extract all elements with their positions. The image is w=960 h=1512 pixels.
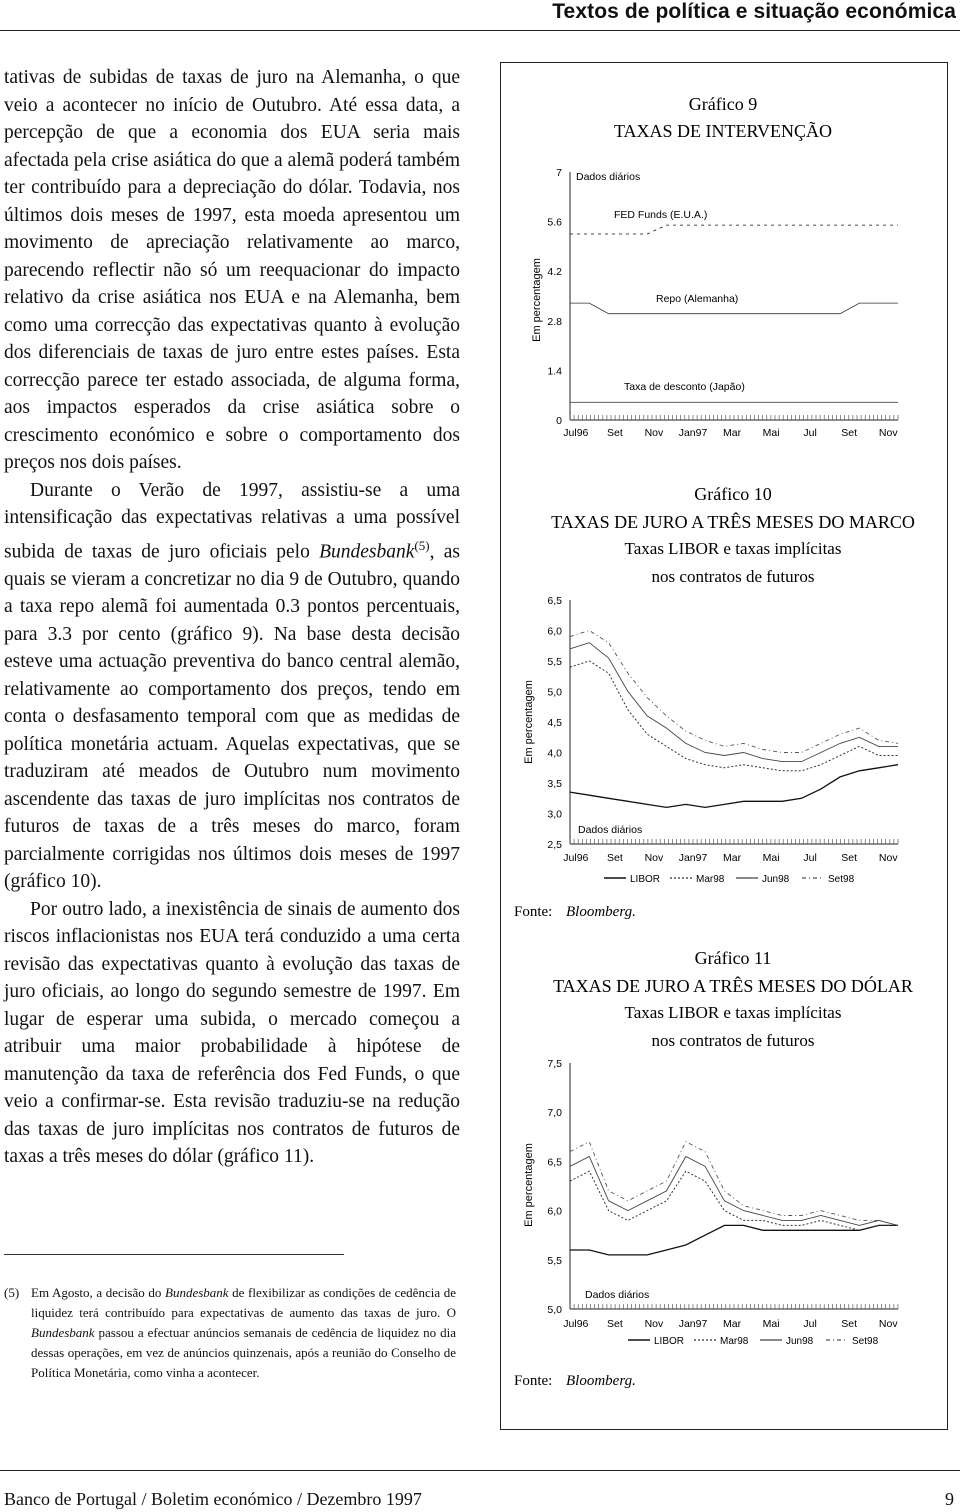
header-title: Textos de política e situação económica [552,0,956,23]
chart-label: Gráfico 10 [694,484,772,504]
source-name: Bloomberg. [566,904,636,920]
y-tick-label: 4,0 [547,747,562,760]
y-tick-label: 6,0 [547,1205,562,1218]
y-tick-label: 5,0 [547,1304,562,1316]
y-tick-label: 4.2 [547,266,562,279]
y-tick-label: 3,5 [547,778,562,790]
x-tick-label: Mar [723,852,742,864]
series-line-libor [570,1225,898,1255]
x-tick-label: Jul [803,852,817,864]
legend-label: Mar98 [696,874,725,885]
legend-label: LIBOR [630,874,661,885]
legend-label: FED Funds (E.U.A.) [614,209,708,221]
x-tick-label: Nov [878,852,898,864]
y-axis-label: Em percentagem [531,258,543,342]
chart-title: TAXAS DE JURO A TRÊS MESES DO DÓLAR [553,976,913,996]
footer-rule [0,1470,960,1471]
y-tick-label: 5,5 [547,656,562,668]
y-tick-label: 6,0 [547,625,562,638]
x-tick-label: Nov [878,1318,898,1330]
chart-title: TAXAS DE JURO A TRÊS MESES DO MARCO [551,512,915,532]
paragraph-2-start: Durante o Verão de 1997, assistiu-se a uma intensificação das expectativas relativas a uma possível subida de taxas de juro oficiais pelo [4,479,460,562]
y-tick-label: 5,5 [547,1254,562,1267]
footnote-text-part: Em Agosto, a decisão do [31,1285,165,1300]
bundesbank-term: Bundesbank [319,541,415,562]
x-tick-label: Set [841,427,858,439]
x-tick-label: Mar [723,427,742,439]
paragraph-3: Por outro lado, a inexistência de sinais de aumento dos riscos inflacionistas nos EUA terá conduzido a uma certa revisão das expectativas quanto à evolução das taxas de juro oficiais, ao longo do segundo semestre de 1997. Em lugar de esperar uma subida, o mercado começou a atribuir uma maior probabilidade à hipótese de manutenção da taxa de referência dos Fed Funds, o que veio a confirmar-se. Esta revisão traduziu-se na redução das taxas de juro implícitas nos contratos de futuros de taxas a três meses do dólar (gráfico 11). [4,898,460,1167]
legend-label: Jun98 [786,1336,814,1347]
legend-label: Set98 [852,1336,879,1347]
series-line-set98 [570,631,898,753]
series-line-libor [570,765,898,808]
x-tick-label: Set [607,427,623,439]
footer-publication: Banco de Portugal / Boletim económico / Dezembro 1997 [4,1489,422,1509]
x-tick-label: Mai [762,1318,780,1330]
x-tick-label: Mar [723,1318,742,1330]
legend-label: Set98 [828,874,855,885]
y-tick-label: 6,5 [547,595,562,607]
legend-label: Repo (Alemanha) [656,293,739,305]
x-tick-label: Mai [762,427,780,439]
footnote-bundesbank: Bundesbank [165,1285,229,1300]
y-tick-label: 3,0 [547,808,562,821]
footnote-bundesbank: Bundesbank [31,1325,95,1340]
x-tick-label: Jul96 [563,852,589,864]
chart-subtitle: nos contratos de futuros [651,1031,815,1050]
x-tick-label: Nov [878,427,898,439]
footnote-text-part: de flexibilizar as condições de cedência de liquidez terá contribuído para expectativas de aumento das taxas de juro. O [31,1285,456,1320]
legend-label: Mar98 [720,1336,749,1347]
footnote-text-part: passou a efectuar anúncios semanais de cedência de liquidez no dia dessas operações, em vez de anúncios quinzenais, após a reunião do Conselho de Política Monetária, como vinha a acontecer. [31,1325,456,1380]
paragraph-1: tativas de subidas de taxas de juro na Alemanha, o que veio a acontecer no início de Outubro. Até essa data, a percepção de que a economia dos EUA seria mais afectada pela crise asiática do que a alemã poderá também ter contribuído para a depreciação do dólar. Todavia, nos últimos dois meses de 1997, esta moeda apresentou um movimento de apreciação relativamente ao marco, parecendo reflectir não só um reequacionar do impacto relativo da crise asiática nos EUA e na Alemanha, bem como uma correcção das expectativas quanto à evolução dos diferenciais de taxas de juro entre estes países. Esta correcção parece ter estado associada, de alguma forma, aos impactos esperados da crise asiática sobre o crescimento económico e sobre o comportamento dos preços nos dois países. [4,67,460,473]
chart-note: Dados diários [585,1289,650,1301]
y-tick-label: 0 [556,415,562,427]
paragraph-2-end: , as quais se vieram a concretizar no dia 9 de Outubro, quando a taxa repo alemã foi aumentada 0.3 pontos percentuais, para 3.3 por cento (gráfico 9). Na base desta decisão esteve uma actuação preventiva do banco central alemão, relativamente ao comportamento dos preços, tendo em conta o desfasamento temporal com que as medidas de política monetária actuam. Aquelas expectativas, que se traduziram até meados de Outubro num movimento ascendente das taxas de juro implícitas nos contratos de futuros de taxas de a três meses do marco, foram parcialmente corrigidas nos últimos dois meses de 1997 (gráfico 10). [4,541,460,892]
source-label: Fonte: [514,904,553,920]
y-tick-label: 7,0 [547,1107,562,1120]
y-tick-label: 5,0 [547,686,562,699]
footnote-number: (5) [4,1285,20,1300]
series-line-set98 [570,1142,898,1226]
y-tick-label: 4,5 [547,717,562,729]
chart-subtitle: Taxas LIBOR e taxas implícitas [624,1003,842,1022]
y-tick-label: 7 [556,167,562,179]
y-axis-label: Em percentagem [523,1143,535,1227]
chart-label: Gráfico 11 [694,948,772,968]
x-tick-label: Set [607,852,623,864]
series-line-jun98 [570,643,898,762]
chart-note: Dados diários [576,171,641,183]
series-line-fed-funds-e-u-a- [570,225,898,234]
x-tick-label: Jan97 [678,1318,708,1330]
legend-label: LIBOR [654,1336,685,1347]
x-tick-label: Jan97 [678,852,708,864]
y-tick-label: 2.8 [547,315,562,328]
footer-page-number: 9 [945,1489,954,1509]
y-axis-label: Em percentagem [523,680,535,764]
source-name: Bloomberg. [566,1373,636,1389]
y-tick-label: 5.6 [547,216,562,229]
x-tick-label: Nov [644,852,664,864]
chart-subtitle: Taxas LIBOR e taxas implícitas [624,539,842,558]
x-tick-label: Jan97 [678,427,708,439]
x-tick-label: Set [841,1318,858,1330]
chart-note: Dados diários [578,824,643,836]
x-tick-label: Set [841,852,858,864]
y-tick-label: 7,5 [547,1058,562,1070]
footnote-ref[interactable]: (5) [414,537,430,553]
y-tick-label: 2,5 [547,839,562,851]
x-tick-label: Nov [644,427,664,439]
x-tick-label: Jul96 [563,427,589,439]
source-label: Fonte: [514,1373,553,1389]
chart-subtitle: nos contratos de futuros [651,567,815,586]
y-tick-label: 1.4 [547,365,562,378]
x-tick-label: Jul96 [563,1318,589,1330]
x-tick-label: Jul [803,427,817,439]
x-tick-label: Set [607,1318,623,1330]
series-line-mar98 [570,1171,898,1230]
chart-label: Gráfico 9 [688,94,758,114]
x-tick-label: Mai [762,852,780,864]
x-tick-label: Nov [644,1318,664,1330]
y-tick-label: 6,5 [547,1156,562,1169]
legend-label: Taxa de desconto (Japão) [624,381,745,393]
x-tick-label: Jul [803,1318,817,1330]
chart-title: TAXAS DE INTERVENÇÃO [613,121,833,141]
legend-label: Jun98 [762,874,790,885]
